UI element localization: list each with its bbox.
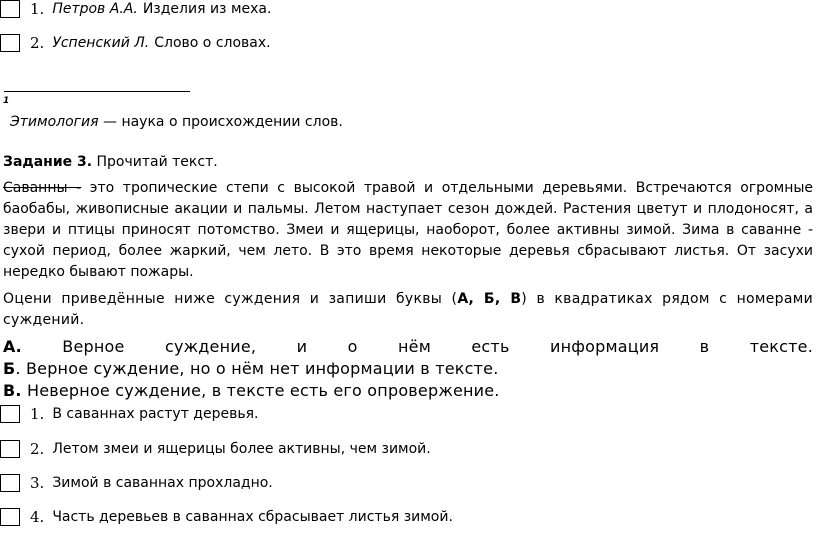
task-heading [3, 154, 218, 170]
statement-text: Зимой в саваннах прохладно. [52, 475, 273, 491]
option-a [3, 336, 813, 358]
footnote-definition: — наука о происхождении слов. [103, 114, 343, 130]
option-b [3, 358, 813, 380]
option-c [3, 380, 813, 402]
answer-checkbox[interactable] [0, 405, 20, 423]
book-title: Слово о словах. [154, 35, 271, 51]
footnote-separator [4, 91, 190, 92]
passage-body: это тропические степи с высокой травой и отдельными деревьями. Встречаются огромные баобабы, живописные акации и пальмы. Летом наступает сезон дождей. Растения цветут и плодоносят, а звери и птицы приносят потомство. Змеи и ящерицы, наоборот, более активны зимой. Зима в саванне - сухой период, более жаркий, чем лето. В это время некоторые деревья сбрасывают листья. От засухи нередко бывают пожары. [3, 180, 814, 280]
item-number: 1. [30, 0, 45, 18]
author: Петров А.А. [52, 1, 138, 17]
option-letter: Б [3, 359, 16, 378]
statement-number: 4. [30, 508, 45, 526]
passage [3, 178, 813, 283]
task-instruction: Прочитай текст. [96, 154, 218, 170]
statement-text: В саваннах растут деревья. [52, 406, 259, 422]
statement-number: 1. [30, 405, 45, 423]
book-title: Изделия из меха. [142, 1, 272, 17]
task-label: Задание 3. [3, 154, 93, 170]
item-number: 2. [30, 34, 45, 52]
statement-row [0, 440, 431, 458]
answer-checkbox[interactable] [0, 440, 20, 458]
option-text: Неверное суждение, в тексте есть его опровержение. [21, 381, 500, 400]
statement-row [0, 405, 258, 423]
answer-checkbox[interactable] [0, 0, 20, 18]
footnote-mark: 1 [3, 96, 10, 106]
footnote-text [10, 114, 343, 130]
bibliography-item [0, 34, 271, 52]
statement-number: 3. [30, 474, 45, 492]
answer-checkbox[interactable] [0, 474, 20, 492]
statement-text: Часть деревьев в саваннах сбрасывает листья зимой. [52, 509, 453, 525]
author: Успенский Л. [52, 35, 150, 51]
option-letter: А. [3, 337, 22, 356]
answer-checkbox[interactable] [0, 508, 20, 526]
bibliography-item [0, 0, 271, 18]
footnote-term: Этимология [10, 114, 99, 130]
passage-first-word: Саванны - [3, 180, 82, 196]
answer-checkbox[interactable] [0, 34, 20, 52]
evaluate-after: ) в квадратиках рядом с номерами суждений. [3, 291, 813, 328]
option-text: Верное суждение, и о нём есть информация в тексте. [62, 337, 813, 356]
statement-text: Летом змеи и ящерицы более активны, чем зимой. [52, 441, 431, 457]
option-letter: В. [3, 381, 22, 400]
option-text: . Верное суждение, но о нём нет информации в тексте. [15, 359, 499, 378]
statement-row [0, 474, 273, 492]
evaluate-instruction [3, 289, 813, 331]
statement-row [0, 508, 453, 526]
evaluate-letters: А, Б, В [457, 291, 522, 307]
evaluate-before: Оцени приведённые ниже суждения и запиши буквы ( [3, 291, 458, 307]
statement-number: 2. [30, 440, 45, 458]
